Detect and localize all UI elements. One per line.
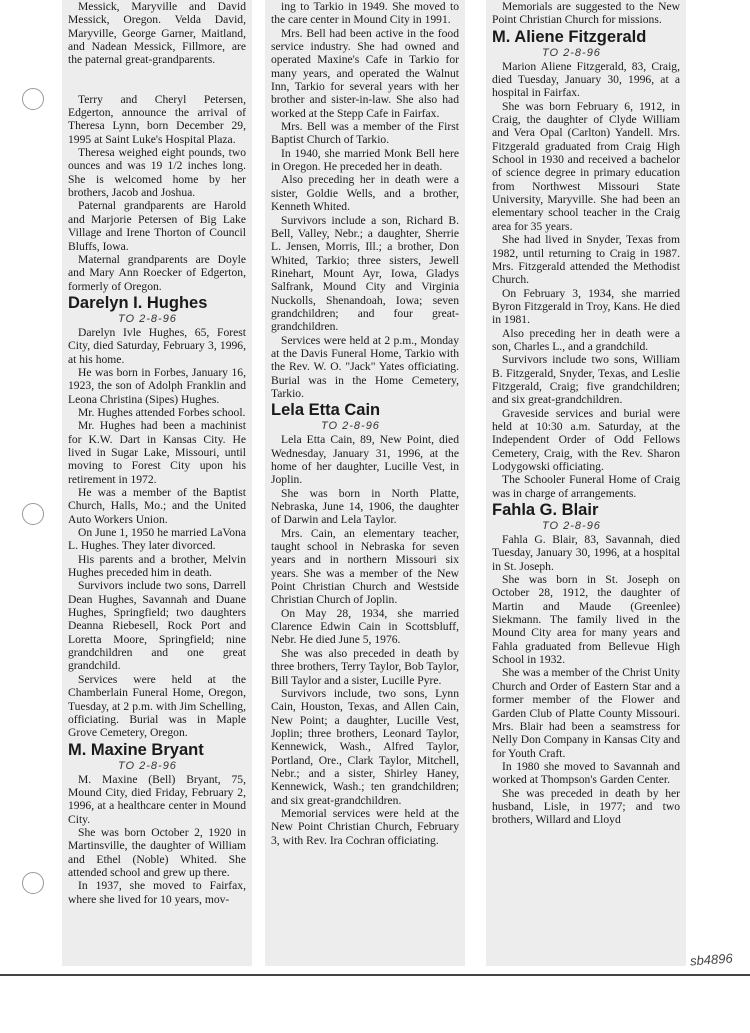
paragraph: Also preceding her in death were a sister, Goldie Wells, and a brother, Kenneth Whited.: [271, 173, 459, 214]
paragraph: Paternal grandparents are Harold and Marjorie Petersen of Big Lake Village and Irene Thorton of Council Bluffs, Iowa.: [68, 199, 246, 253]
obituary-heading: M. Aliene Fitzgerald: [492, 27, 647, 46]
paragraph: Mrs. Bell had been active in the food service industry. She had owned and operated Maxine's Cafe in Tarkio for many years, and operated the Walnut Inn, Tarkio for several years with her brother and sister-in-law. She also had worked at the Stepp Cafe in Fairfax.: [271, 26, 459, 120]
binder-hole-top: [22, 88, 44, 110]
paragraph: Fahla G. Blair, 83, Savannah, died Tuesday, January 30, 1996, at a hospital in St. Joseph.: [492, 533, 680, 573]
paragraph: She had lived in Snyder, Texas from 1982, until returning to Craig in 1987. Mrs. Fitzgerald attended the Methodist Church.: [492, 233, 680, 287]
paragraph: Messick, Maryville and David Messick, Oregon. Velda David, Maryville, George Garner, Maitland, and Nadean Messick, Fillmore, are the paternal great-grandparents.: [68, 0, 246, 67]
paragraph: On June 1, 1950 he married LaVona L. Hughes. They later divorced.: [68, 526, 246, 553]
paragraph: Darelyn Ivle Hughes, 65, Forest City, died Saturday, February 3, 1996, at his home.: [68, 325, 246, 366]
paragraph: She was also preceded in death by three brothers, Terry Taylor, Bob Taylor, Bill Taylor and a sister, Lucille Pyre.: [271, 646, 459, 687]
paragraph: Lela Etta Cain, 89, New Point, died Wednesday, January 31, 1996, at the home of her daughter, Lucille Vest, in Joplin.: [271, 433, 459, 487]
spacer: [68, 67, 246, 93]
obituary-heading: Fahla G. Blair: [492, 501, 599, 520]
handwritten-date: TO 2-8-96: [118, 759, 177, 772]
clipping-column-2: [265, 0, 465, 966]
paragraph: On May 28, 1934, she married Clarence Edwin Cain in Scottsbluff, Nebr. He died June 5, 1976.: [271, 606, 459, 647]
paragraph: Graveside services and burial were held at 10:30 a.m. Saturday, at the Independent Order of Odd Fellows Cemetery, Craig, with the Rev. Sharon Lodygowski officiating.: [492, 406, 680, 473]
paragraph: She was born October 2, 1920 in Martinsville, the daughter of William and Ethel (Noble) Whited. She attended school and grew up there.: [68, 825, 246, 879]
paragraph: In 1980 she moved to Savannah and worked at Thompson's Garden Center.: [492, 759, 680, 787]
handwritten-date: TO 2-8-96: [118, 312, 177, 325]
obituary-heading: M. Maxine Bryant: [68, 740, 204, 759]
handwritten-date: TO 2-8-96: [542, 520, 601, 533]
paragraph: She was born in St. Joseph on October 28, 1912, the daughter of Martin and Maude (Greenlee) Siekmann. The family lived in the Mound City area for many years and Fahla graduated from Bellevue High School in 1932.: [492, 573, 680, 667]
paragraph: She was preceded in death by her husband, Lisle, in 1977; and two brothers, Willard and Lloyd: [492, 786, 680, 827]
paragraph: Survivors include two sons, Darrell Dean Hughes, Savannah and Duane Hughes, Springfield; two daughters Deanna Riebesell, Rock Port and Loretta Moore, Springfield; nine grandchildren and one great grandchild.: [68, 579, 246, 673]
paragraph: Terry and Cheryl Petersen, Edgerton, announce the arrival of Theresa Lynn, born December 29, 1995 at Saint Luke's Hospital Plaza.: [68, 92, 246, 146]
paragraph: Survivors include a son, Richard B. Bell, Valley, Nebr.; a daughter, Sherrie L. Jensen, Morris, Ill.; a brother, Don Whited, Tarkio; three sisters, Jewell Rinehart, Mount Ayr, Iowa, Gladys Salfrank, Mound City and Virginia Nuckolls, Shenandoah, Iowa; seven grandchildren; and four great-grandchildren.: [271, 213, 459, 334]
paragraph: Memorial services were held at the New Point Christian Church, February 3, with Rev. Ira Cochran officiating.: [271, 806, 459, 847]
paragraph: Mr. Hughes attended Forbes school.: [78, 405, 246, 419]
paragraph: M. Maxine (Bell) Bryant, 75, Mound City, died Friday, February 2, 1996, at a healthcare center in Mound City.: [68, 772, 246, 826]
paragraph: In 1937, she moved to Fairfax, where she lived for 10 years, mov-: [68, 879, 246, 906]
paragraph: She was a member of the Christ Unity Church and Order of Eastern Star and a former member of the Flower and Garden Club of Platte County Missouri. Mrs. Blair had been a seamstress for Nelly Don Company in Kansas City and for Youth Craft.: [492, 666, 680, 760]
paragraph: Mrs. Cain, an elementary teacher, taught school in Nebraska for seven years and in northern Missouri six years. She was a member of the New Point Christian Church and Westside Christian Church of Joplin.: [271, 526, 459, 607]
paragraph: Survivors include, two sons, Lynn Cain, Houston, Texas, and Allen Cain, New Point; a daughter, Lucille Vest, Joplin; three brothers, Leonard Taylor, Kennewick, Wash., Alfred Taylor, Portland, Ore., Clark Taylor, Mitchell, Nebr.; and a sister, Shirley Haney, Kennewick, Wash.; ten grandchildren; and six great-grandchildren.: [271, 686, 459, 807]
paragraph: The Schooler Funeral Home of Craig was in charge of arrangements.: [492, 473, 680, 500]
paragraph: Services were held at 2 p.m., Monday at the Davis Funeral Home, Tarkio with the Rev. W. O. "Jack" Yates officiating. Burial was in the Home Cemetery, Tarkio.: [271, 333, 459, 400]
paragraph: Mr. Hughes had been a machinist for K.W. Dart in Kansas City. He lived in Sugar Lake, Missouri, until moving to Forest City upon his retirement in 1972.: [68, 419, 246, 486]
paragraph: Marion Aliene Fitzgerald, 83, Craig, died Tuesday, January 30, 1996, at a hospital in Fairfax.: [492, 59, 680, 100]
paragraph: Theresa weighed eight pounds, two ounces and was 19 1/2 inches long. She is welcomed home by her brothers, Jacob and Joshua.: [68, 146, 246, 200]
paragraph: Memorials are suggested to the New Point Christian Church for missions.: [492, 0, 680, 27]
page-bottom-rule: [0, 974, 750, 976]
accession-number: sb4896: [689, 950, 734, 969]
binder-hole-middle: [22, 503, 44, 525]
paragraph: Mrs. Bell was a member of the First Baptist Church of Tarkio.: [271, 120, 459, 147]
paragraph: She was born in North Platte, Nebraska, June 14, 1906, the daughter of Darwin and Lela Taylor.: [271, 486, 459, 527]
obituary-heading: Darelyn I. Hughes: [68, 293, 208, 312]
paragraph: Survivors include two sons, William B. Fitzgerald, Snyder, Texas, and Leslie Fitzgerald, Craig; five grandchildren; and six great-grandchildren.: [492, 353, 680, 407]
paragraph: She was born February 6, 1912, in Craig, the daughter of Clyde William and Vera Opal (Carlton) Yandell. Mrs. Fitzgerald graduated from Craig High School in 1930 and received a bachelor of science degree in primary education from Northwest Missouri State University, Maryville. She had been an elementary school teacher in the Craig area for 35 years.: [492, 99, 680, 233]
paragraph: He was a member of the Baptist Church, Halls, Mo.; and the United Auto Workers Union.: [68, 486, 246, 526]
clipping-column-1: [62, 0, 252, 966]
clipping-column-3: [486, 0, 686, 966]
paragraph: In 1940, she married Monk Bell here in Oregon. He preceded her in death.: [271, 146, 459, 174]
paragraph: Also preceding her in death were a son, Charles L., and a grandchild.: [492, 326, 680, 353]
paragraph: On February 3, 1934, she married Byron Fitzgerald in Troy, Kans. He died in 1981.: [492, 286, 680, 327]
paragraph: His parents and a brother, Melvin Hughes preceded him in death.: [68, 552, 246, 580]
paragraph: He was born in Forbes, January 16, 1923, the son of Adolph Franklin and Leona Christina (Sipes) Hughes.: [68, 365, 246, 406]
obituary-heading: Lela Etta Cain: [271, 401, 381, 420]
paragraph: Maternal grandparents are Doyle and Mary Ann Roecker of Edgerton, formerly of Oregon.: [68, 252, 246, 293]
handwritten-date: TO 2-8-96: [321, 420, 380, 433]
paragraph: Services were held at the Chamberlain Funeral Home, Oregon, Tuesday, at 2 p.m. with Jim Schelling, officiating. Burial was in Maple Grove Cemetery, Oregon.: [68, 672, 246, 740]
handwritten-date: TO 2-8-96: [542, 46, 601, 59]
binder-hole-bottom: [22, 872, 44, 894]
paragraph: ing to Tarkio in 1949. She moved to the care center in Mound City in 1991.: [271, 0, 459, 27]
